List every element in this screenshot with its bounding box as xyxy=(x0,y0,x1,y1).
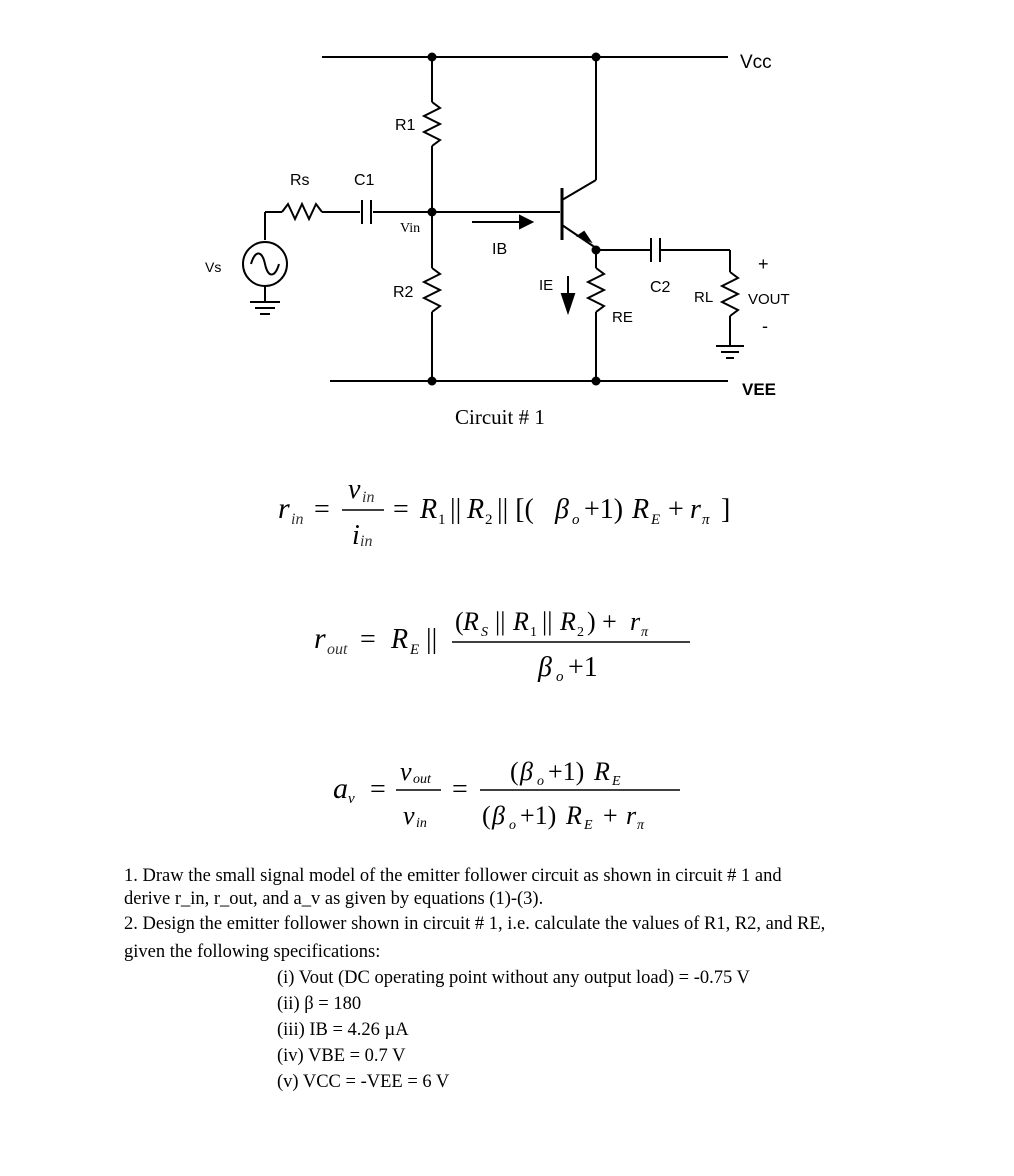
svg-text:o: o xyxy=(537,774,544,789)
svg-text:E: E xyxy=(651,512,661,528)
r2-resistor xyxy=(424,268,440,312)
svg-text:in: in xyxy=(362,489,375,506)
svg-text:π: π xyxy=(637,818,645,833)
svg-text:R: R xyxy=(391,624,409,655)
svg-text:o: o xyxy=(572,512,580,528)
r1-resistor xyxy=(424,102,440,146)
question-2-line-1: 2. Design the emitter follower shown in circuit # 1, i.e. calculate the values of R1, R2, and RE, xyxy=(124,914,826,934)
specifications-list xyxy=(277,965,750,1095)
question-2-line-2: given the following specifications: xyxy=(124,942,381,962)
rl-label: RL xyxy=(694,289,714,306)
svg-text:r: r xyxy=(690,494,701,525)
svg-text:2: 2 xyxy=(577,625,584,640)
svg-text:) +: ) + xyxy=(587,607,617,636)
svg-text:]: ] xyxy=(721,494,731,525)
vout-label: VOUT xyxy=(748,291,790,308)
svg-text:||: || xyxy=(426,624,438,655)
svg-text:v: v xyxy=(403,801,415,830)
spec-item: (v) VCC = -VEE = 6 V xyxy=(277,1072,450,1092)
svg-text:R: R xyxy=(463,607,479,636)
svg-text:r: r xyxy=(630,607,641,636)
junction-dots xyxy=(428,53,601,386)
spec-item: (iii) IB = 4.26 µA xyxy=(277,1020,409,1040)
svg-text:||: || xyxy=(495,607,506,636)
svg-text:o: o xyxy=(556,669,564,685)
ie-label: IE xyxy=(539,277,554,294)
spec-item: (i) Vout (DC operating point without any output load) = -0.75 V xyxy=(277,968,750,988)
svg-text:1: 1 xyxy=(530,625,537,640)
svg-text:o: o xyxy=(509,818,516,833)
rout-equation xyxy=(314,607,690,685)
svg-text:E: E xyxy=(584,818,593,833)
svg-text:S: S xyxy=(481,625,488,640)
svg-text:R: R xyxy=(632,494,650,525)
svg-text:+1): +1) xyxy=(548,757,585,786)
rs-label: Rs xyxy=(290,172,310,189)
av-equation xyxy=(333,757,680,833)
equations xyxy=(0,440,1014,860)
svg-text:(: ( xyxy=(510,757,519,786)
svg-text:+1): +1) xyxy=(584,494,624,525)
question-1-line-2: derive r_in, r_out, and a_v as given by equations (1)-(3). xyxy=(124,889,544,909)
vcc-label: Vcc xyxy=(740,52,772,73)
svg-text:+: + xyxy=(668,494,684,525)
svg-text:||: || xyxy=(542,607,553,636)
svg-text:β: β xyxy=(520,757,533,786)
svg-text:β: β xyxy=(492,801,505,830)
svg-text:in: in xyxy=(360,533,373,550)
re-label: RE xyxy=(612,309,633,326)
vout-minus: - xyxy=(762,316,768,336)
svg-text:+1): +1) xyxy=(520,801,557,830)
svg-text:r: r xyxy=(278,492,290,525)
r1-label: R1 xyxy=(395,117,416,134)
svg-text:π: π xyxy=(641,625,649,640)
svg-text:=: = xyxy=(360,624,376,655)
svg-text:R: R xyxy=(467,494,485,525)
re-resistor xyxy=(588,268,604,312)
rin-equation-text xyxy=(0,0,1,1)
question-1-line-1: 1. Draw the small signal model of the emitter follower circuit as shown in circuit # 1 and xyxy=(124,866,782,886)
svg-text:in: in xyxy=(416,816,427,831)
svg-text:R: R xyxy=(420,494,438,525)
svg-text:in: in xyxy=(291,511,304,528)
vee-label: VEE xyxy=(742,380,777,399)
spec-item: (ii) β = 180 xyxy=(277,994,362,1014)
svg-text:R: R xyxy=(513,607,529,636)
svg-text:β: β xyxy=(538,652,552,683)
circuit-caption: Circuit # 1 xyxy=(455,405,545,429)
svg-text:|| [(: || [( xyxy=(497,494,534,525)
svg-text:i: i xyxy=(352,520,360,551)
rl-resistor xyxy=(722,272,738,316)
ib-label: IB xyxy=(492,241,508,258)
svg-text:a: a xyxy=(333,772,348,805)
spec-item: (iv) VBE = 0.7 V xyxy=(277,1046,406,1066)
vs-label: Vs xyxy=(205,259,222,275)
svg-text:out: out xyxy=(413,772,431,787)
r2-label: R2 xyxy=(393,284,414,301)
svg-text:v: v xyxy=(400,757,412,786)
c2-label: C2 xyxy=(650,279,671,296)
svg-text:(: ( xyxy=(482,801,491,830)
svg-text:v: v xyxy=(348,791,355,807)
svg-text:β: β xyxy=(555,494,569,525)
svg-text:R: R xyxy=(560,607,576,636)
vin-label: Vin xyxy=(400,221,421,236)
svg-text:out: out xyxy=(327,641,348,658)
svg-text:R: R xyxy=(566,801,582,830)
vout-plus: + xyxy=(758,254,769,274)
svg-text:v: v xyxy=(348,474,361,505)
svg-text:+1: +1 xyxy=(568,652,598,683)
svg-text:r: r xyxy=(314,622,326,655)
svg-text:=: = xyxy=(314,494,330,525)
circuit-diagram xyxy=(0,0,1014,440)
rin-equation xyxy=(278,474,730,551)
svg-text:=: = xyxy=(393,494,409,525)
svg-text:E: E xyxy=(612,774,621,789)
c1-label: C1 xyxy=(354,172,375,189)
svg-text:(: ( xyxy=(455,607,464,636)
svg-text:=: = xyxy=(452,774,468,805)
svg-text:||: || xyxy=(450,494,462,525)
svg-text:+: + xyxy=(603,801,618,830)
svg-text:r: r xyxy=(626,801,637,830)
svg-text:E: E xyxy=(410,642,420,658)
svg-text:2: 2 xyxy=(485,512,493,528)
svg-text:R: R xyxy=(594,757,610,786)
svg-text:1: 1 xyxy=(438,512,446,528)
svg-text:π: π xyxy=(702,512,710,528)
svg-text:=: = xyxy=(370,774,386,805)
